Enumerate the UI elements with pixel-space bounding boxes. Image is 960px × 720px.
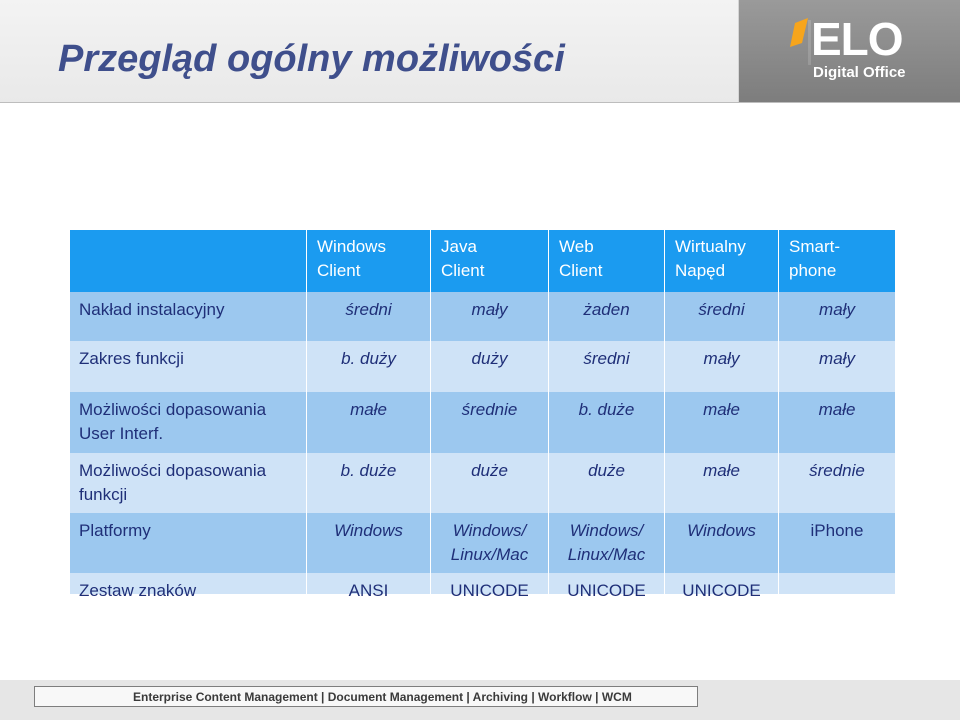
table-row-platforms [70,513,895,573]
table-cell: UNICODE [431,573,549,594]
row-label-line: User Interf. [79,424,164,443]
row-label: Platformy [70,513,307,573]
header-label: phone [789,261,837,280]
table-cell: ANSI [307,573,431,594]
row-label-line: funkcji [79,485,128,504]
logo-panel [738,0,960,102]
table-row-function-scope [70,341,895,392]
table-cell: małe [665,392,779,453]
footer-tagline: Enterprise Content Management | Document Management | Archiving | Workflow | WCM [133,690,632,704]
table-row-installation-effort [70,292,895,341]
table-cell: średni [549,341,665,392]
table-cell [779,573,895,594]
table-cell: średni [307,292,431,341]
header-band [0,0,960,103]
logo-subtitle: Digital Office [813,64,906,81]
table-cell: średnie [431,392,549,453]
header-label: Client [317,261,361,280]
footer-tagline-box [34,686,698,707]
table-cell: żaden [549,292,665,341]
table-cell: b. duże [307,453,431,513]
header-smartphone [779,230,895,292]
cell-line: Linux/Mac [450,545,529,564]
header-label: Windows [317,237,386,256]
row-label [70,392,307,453]
header-label: Web [559,237,594,256]
table-cell [431,513,549,573]
comparison-table [70,230,895,600]
header-windows-client [307,230,431,292]
table-cell: Windows [665,513,779,573]
header-java-client [431,230,549,292]
row-label [70,453,307,513]
table-cell: mały [665,341,779,392]
cell-line: Windows/ [569,521,644,540]
footer-band [0,680,960,720]
header-virtual-drive [665,230,779,292]
cell-line: Windows/ [452,521,527,540]
table-cell: mały [431,292,549,341]
table-cell: średni [665,292,779,341]
header-label: Wirtualny [675,237,746,256]
header-label: Smart- [789,237,840,256]
row-label: Nakład instalacyjny [70,292,307,341]
table-cell [549,513,665,573]
table-header-row [70,230,895,292]
table-cell: b. duże [549,392,665,453]
table-cell: UNICODE [549,573,665,594]
table-cell: mały [819,300,855,319]
table-cell: małe [818,400,856,419]
row-label: Zakres funkcji [70,341,307,392]
header-empty-cell [70,230,307,292]
table-cell: duży [431,341,549,392]
row-label-line: Możliwości dopasowania [79,461,267,480]
table-cell: mały [819,349,855,368]
cell-line: Linux/Mac [567,545,646,564]
page-title: Przegląd ogólny możliwości [58,38,565,80]
header-web-client [549,230,665,292]
table-cell: małe [665,453,779,513]
table-cell: UNICODE [665,573,779,594]
header-label: Napęd [675,261,726,280]
header-label: Client [441,261,485,280]
logo-wordmark: ELO [811,13,903,65]
table-row-ui-customization [70,392,895,453]
table-row-function-customization [70,453,895,513]
header-label: Java [441,237,477,256]
table-cell: średnie [809,461,865,480]
table-cell: Windows [307,513,431,573]
table-cell: małe [307,392,431,453]
table-row-character-set [70,573,895,600]
row-label: Zestaw znaków [70,573,307,594]
header-label: Client [559,261,603,280]
table-cell: b. duży [307,341,431,392]
table-cell: iPhone [810,521,864,540]
row-label-line: Możliwości dopasowania [79,400,267,419]
table-cell: duże [549,453,665,513]
table-cell: duże [431,453,549,513]
